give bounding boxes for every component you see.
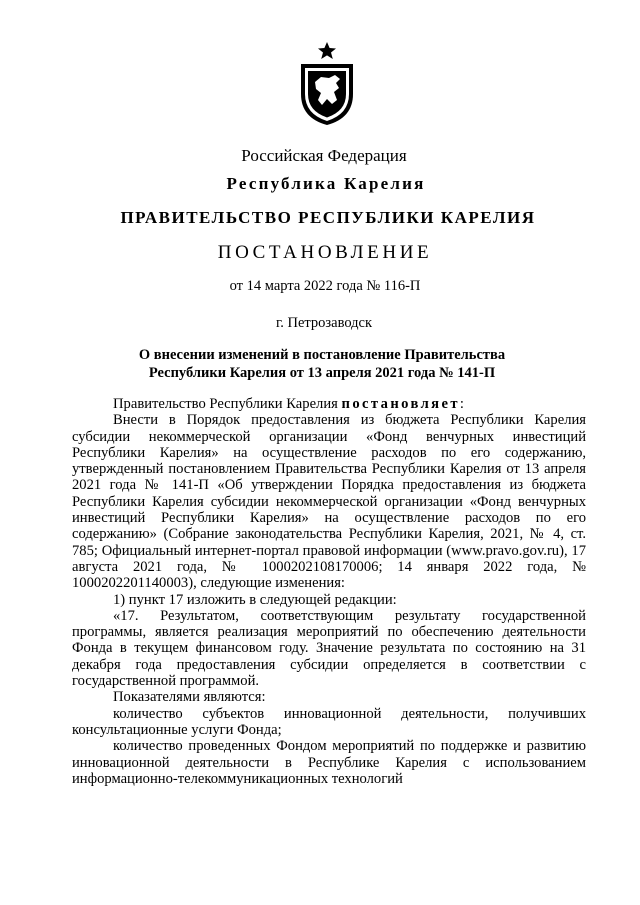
federation-heading: Российская Федерация (241, 146, 407, 165)
paragraph-amendments: Внести в Порядок предоставления из бюджета Республики Карелия субсидии некоммерческой организации «Фонд венчурных инвестиций Республики Карелия» на осуществление расходов по его содержанию, утвержденный постановлением Правительства Республики Карелия от 13 апреля 2021 года № 141-П «Об утверждении Порядка предоставления из бюджета Республики Карелия субсидии некоммерческой организации «Фонд венчурных инвестиций Республики Карелия» на осуществление расходов по его содержанию» (Собрание законодательства Республики Карелия, 2021, № 4, ст. 785; Официальный интернет-портал правовой информации (www.pravo.gov.ru), 17 августа 2021 года, № 1000202108170006; 14 января 2022 года, № 1000202201140003), следующие изменения: (72, 412, 586, 592)
resolution-intro (72, 396, 586, 412)
republic-heading: Республика Карелия (226, 174, 426, 193)
intro-lead: Правительство Республики Карелия (113, 396, 342, 412)
karelia-coat-of-arms-icon (299, 42, 355, 126)
date-number-line: от 14 марта 2022 года № 116-П (229, 278, 421, 294)
paragraph-item-1: 1) пункт 17 изложить в следующей редакции: (113, 591, 397, 608)
paragraph-indicator-1: количество субъектов инновационной деятельности, получивших консультационные услуги Фонда; (72, 705, 586, 738)
paragraph-clause-17: «17. Результатом, соответствующим результату государственной программы, является реализация мероприятий по обеспечению деятельности Фонда в текущем финансовом году. Значение результата по состоянию на 31 декабря года предоставления субсидии определяется в соответствии с государственной программой. (72, 607, 586, 690)
document-title-line-1: О внесении изменений в постановление Правительства (138, 347, 506, 363)
document-title-line-2: Республики Карелия от 13 апреля 2021 года № 141-П (148, 365, 496, 381)
city-line: г. Петрозаводск (275, 315, 373, 331)
resolves-word: постановляет (341, 396, 460, 412)
paragraph-indicator-2: количество проведенных Фондом мероприятий по поддержке и развитию инновационной деятельности в Республике Карелия с использованием информационно-телекоммуникационных технологий (72, 738, 586, 787)
paragraph-indicators: Показателями являются: (113, 689, 266, 706)
intro-tail: : (459, 396, 464, 412)
document-type-heading: ПОСТАНОВЛЕНИЕ (217, 242, 433, 263)
document-body (72, 396, 586, 787)
government-heading: ПРАВИТЕЛЬСТВО РЕСПУБЛИКИ КАРЕЛИЯ (120, 208, 536, 227)
